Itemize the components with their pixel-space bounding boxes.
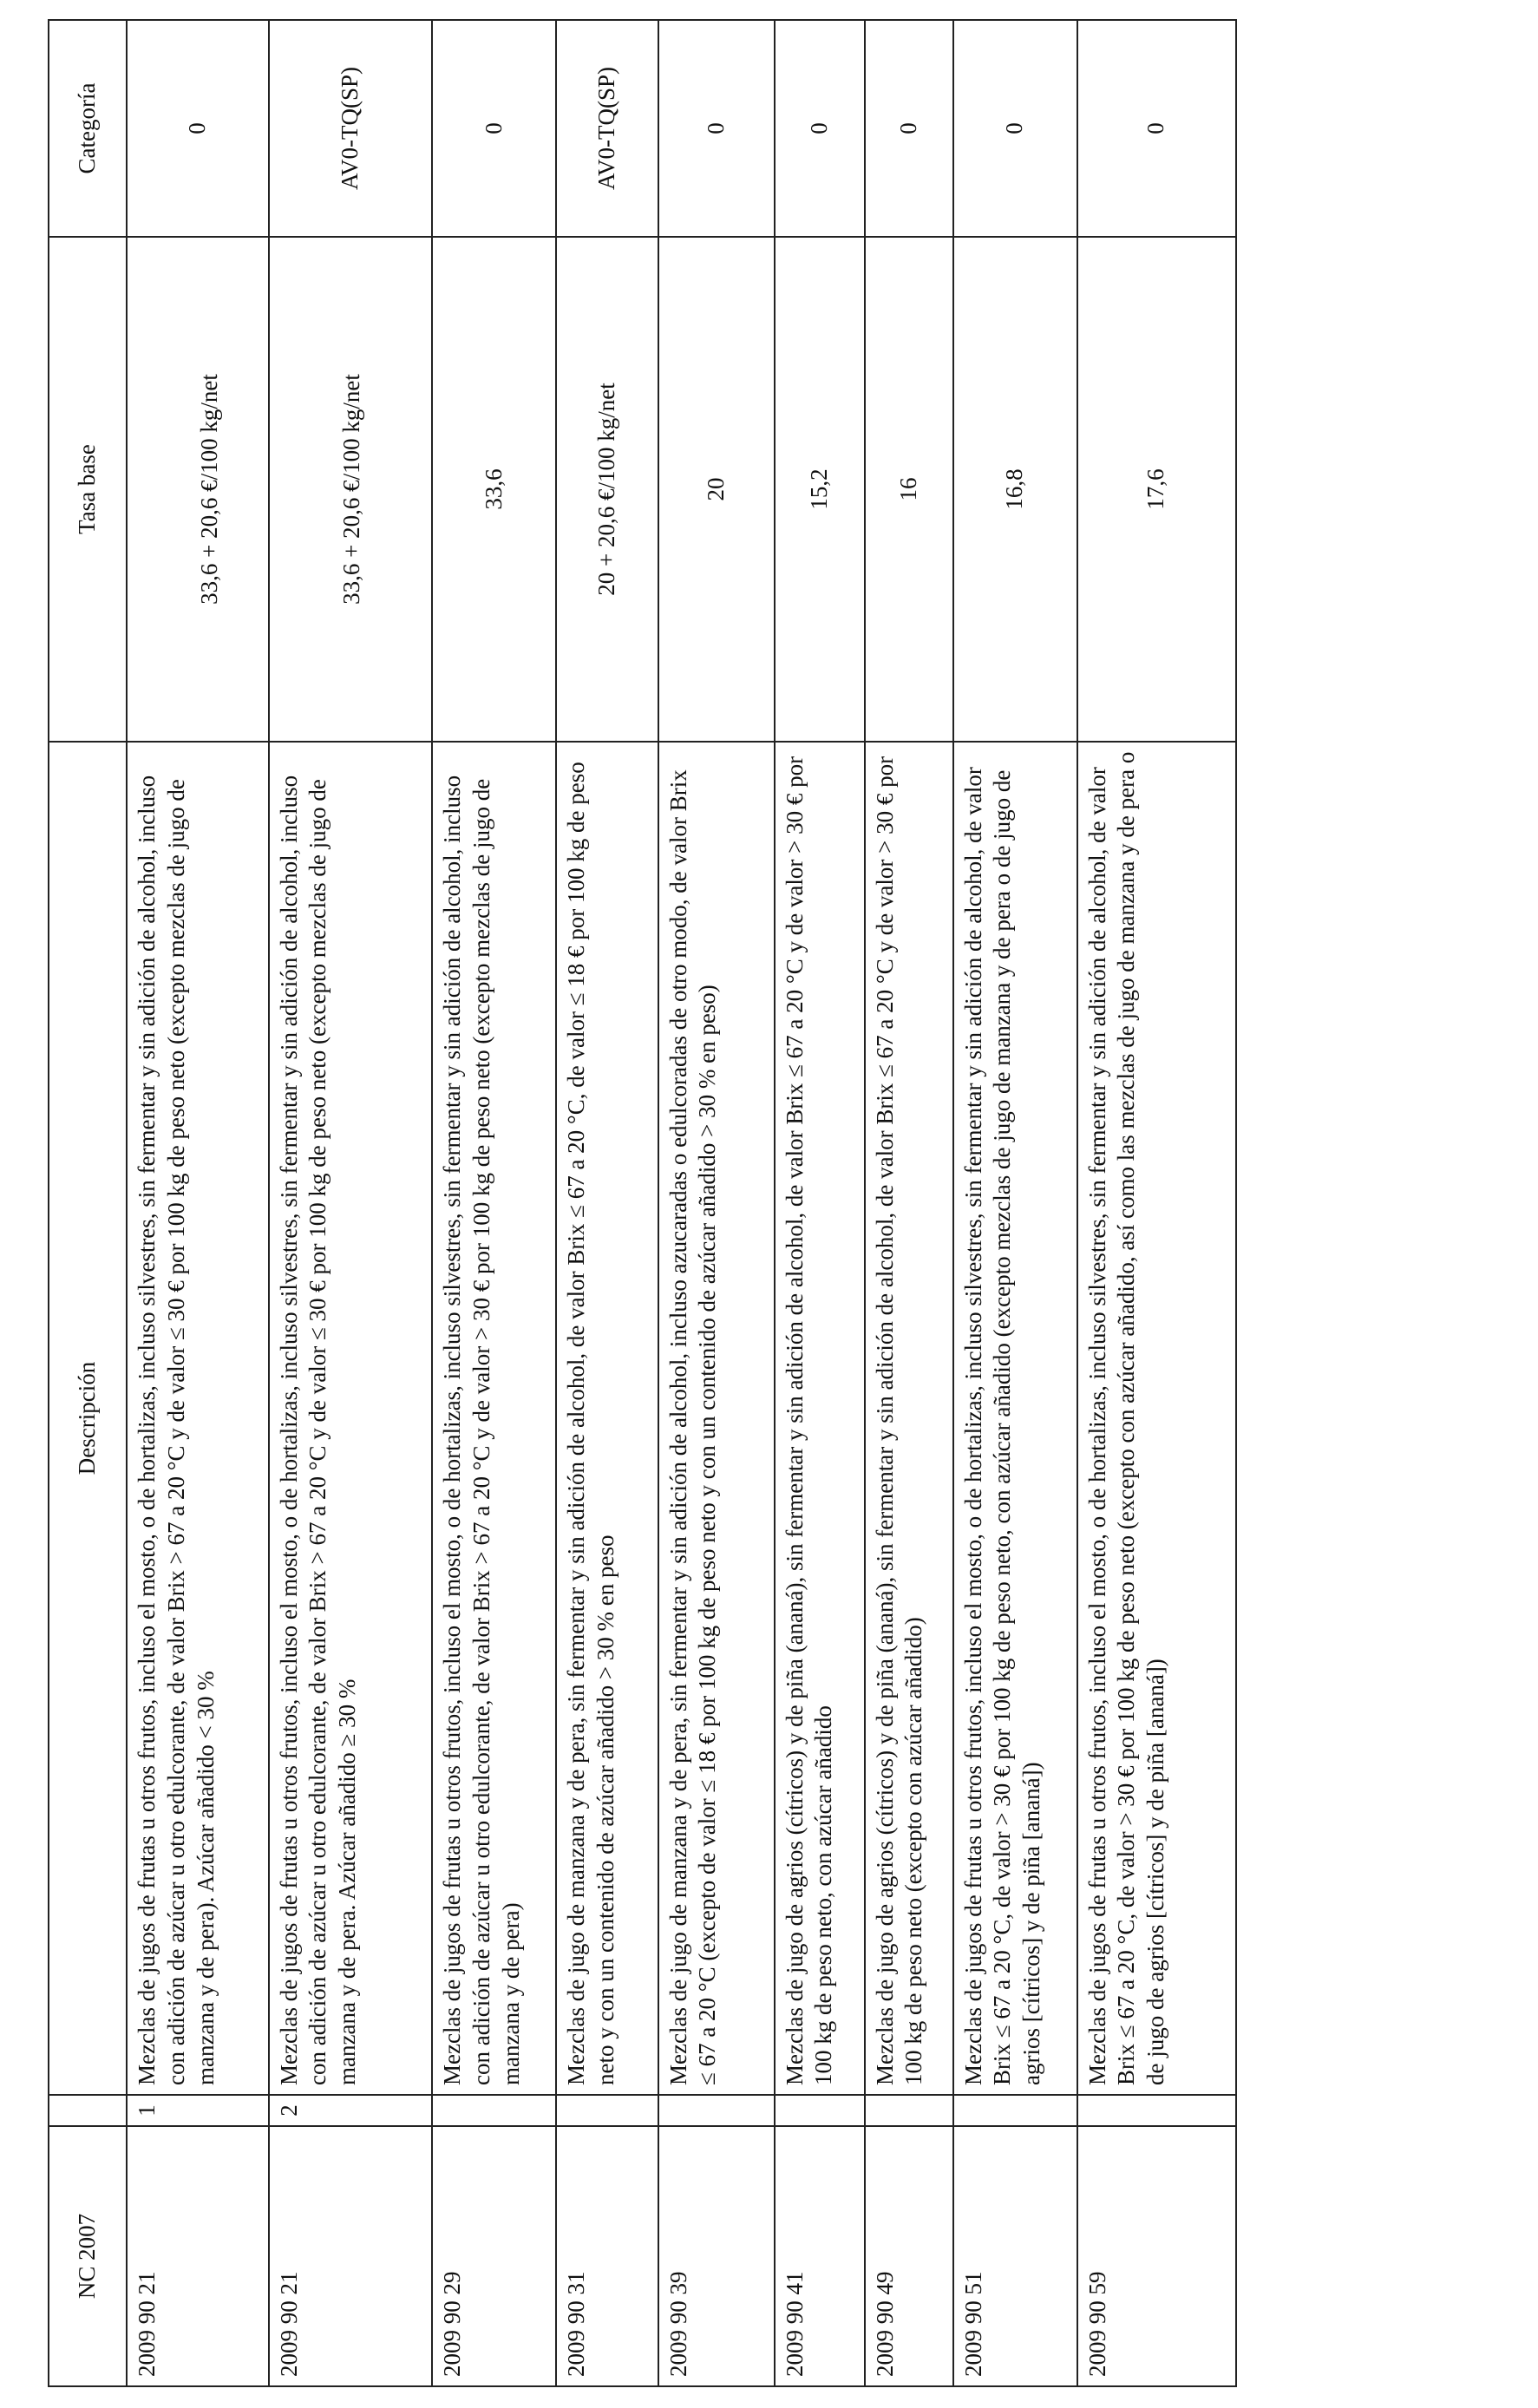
rotated-page [48,21,1237,2387]
header-category: Categoría [49,20,127,237]
description: Mezclas de jugos de frutas u otros frutos, incluso el mosto, o de hortalizas, incluso silvestres, sin fermentar y sin adición de alcohol, incluso con adición de azúcar u otro edulcorante, de valor Brix > 67 a 20 °C y de valor > 30 € por 100 kg de peso neto (excepto mezclas de jugo de manzana y de pera) [432,742,556,2095]
base-rate: 15,2 [775,237,865,742]
nc-code: 2009 90 31 [556,2126,658,2386]
table-row [269,20,432,2386]
table-row [556,20,658,2386]
base-rate: 17,6 [1077,237,1236,742]
row-index [556,2095,658,2126]
description: Mezclas de jugos de frutas u otros frutos, incluso el mosto, o de hortalizas, incluso silvestres, sin fermentar y sin adición de alcohol, incluso con adición de azúcar u otro edulcorante, de valor Brix > 67 a 20 °C y de valor ≤ 30 € por 100 kg de peso neto (excepto mezclas de jugo de manzana y de pera. Azúcar añadido ≥ 30 % [269,742,432,2095]
table-row [865,20,953,2386]
nc-code: 2009 90 59 [1077,2126,1236,2386]
row-index: 2 [269,2095,432,2126]
header-row [49,20,127,2386]
table-row [127,20,269,2386]
table-row [658,20,775,2386]
description: Mezclas de jugos de frutas u otros frutos, incluso el mosto, o de hortalizas, incluso silvestres, sin fermentar y sin adición de alcohol, de valor Brix ≤ 67 a 20 °C, de valor > 30 € por 100 kg de peso neto (excepto con azúcar añadido, así como las mezclas de jugo de manzana y de pera o de jugo de agrios [cítricos] y de piña [ananá]) [1077,742,1236,2095]
table-row [953,20,1077,2386]
description: Mezclas de jugo de agrios (cítricos) y de piña (ananá), sin fermentar y sin adición de alcohol, de valor Brix ≤ 67 a 20 °C y de valor > 30 € por 100 kg de peso neto (excepto con azúcar añadido) [865,742,953,2095]
nc-code: 2009 90 21 [269,2126,432,2386]
description: Mezclas de jugo de manzana y de pera, sin fermentar y sin adición de alcohol, incluso azucaradas o edulcoradas de otro modo, de valor Brix ≤ 67 a 20 °C (excepto de valor ≤ 18 € por 100 kg de peso neto y con un contenido de azúcar añadido > 30 % en peso) [658,742,775,2095]
row-index [775,2095,865,2126]
category: 0 [658,20,775,237]
base-rate: 16,8 [953,237,1077,742]
row-index [658,2095,775,2126]
row-index [865,2095,953,2126]
header-rate: Tasa base [49,237,127,742]
description: Mezclas de jugos de frutas u otros frutos, incluso el mosto, o de hortalizas, incluso silvestres, sin fermentar y sin adición de alcohol, de valor Brix ≤ 67 a 20 °C, de valor > 30 € por 100 kg de peso neto, con azúcar añadido (excepto mezclas de jugo de manzana y de pera o de jugo de agrios [cítricos] y de piña [ananá]) [953,742,1077,2095]
category: 0 [775,20,865,237]
base-rate: 16 [865,237,953,742]
nc-code: 2009 90 41 [775,2126,865,2386]
row-index: 1 [127,2095,269,2126]
base-rate: 33,6 + 20,6 €/100 kg/net [269,237,432,742]
header-nc: NC 2007 [49,2126,127,2386]
description: Mezclas de jugo de agrios (cítricos) y de piña (ananá), sin fermentar y sin adición de alcohol, de valor Brix ≤ 67 a 20 °C y de valor > 30 € por 100 kg de peso neto, con azúcar añadido [775,742,865,2095]
table-row [1077,20,1236,2386]
header-index [49,2095,127,2126]
category: 0 [953,20,1077,237]
nc-code: 2009 90 51 [953,2126,1077,2386]
description: Mezclas de jugos de frutas u otros frutos, incluso el mosto, o de hortalizas, incluso silvestres, sin fermentar y sin adición de alcohol, incluso con adición de azúcar u otro edulcorante, de valor Brix > 67 a 20 °C y de valor ≤ 30 € por 100 kg de peso neto (excepto mezclas de jugo de manzana y de pera). Azúcar añadido < 30 % [127,742,269,2095]
row-index [432,2095,556,2126]
table-row [432,20,556,2386]
base-rate: 33,6 [432,237,556,742]
category: AV0-TQ(SP) [556,20,658,237]
category: AV0-TQ(SP) [269,20,432,237]
table-row [775,20,865,2386]
category: 0 [432,20,556,237]
row-index [1077,2095,1236,2126]
base-rate: 20 [658,237,775,742]
nc-code: 2009 90 29 [432,2126,556,2386]
nc-code: 2009 90 49 [865,2126,953,2386]
base-rate: 20 + 20,6 €/100 kg/net [556,237,658,742]
category: 0 [127,20,269,237]
category: 0 [865,20,953,237]
description: Mezclas de jugo de manzana y de pera, sin fermentar y sin adición de alcohol, de valor Brix ≤ 67 a 20 °C, de valor ≤ 18 € por 100 kg de peso neto y con un contenido de azúcar añadido > 30 % en peso [556,742,658,2095]
nc-code: 2009 90 39 [658,2126,775,2386]
nc-code: 2009 90 21 [127,2126,269,2386]
tariff-table [48,19,1237,2387]
header-description: Descripción [49,742,127,2095]
row-index [953,2095,1077,2126]
category: 0 [1077,20,1236,237]
base-rate: 33,6 + 20,6 €/100 kg/net [127,237,269,742]
